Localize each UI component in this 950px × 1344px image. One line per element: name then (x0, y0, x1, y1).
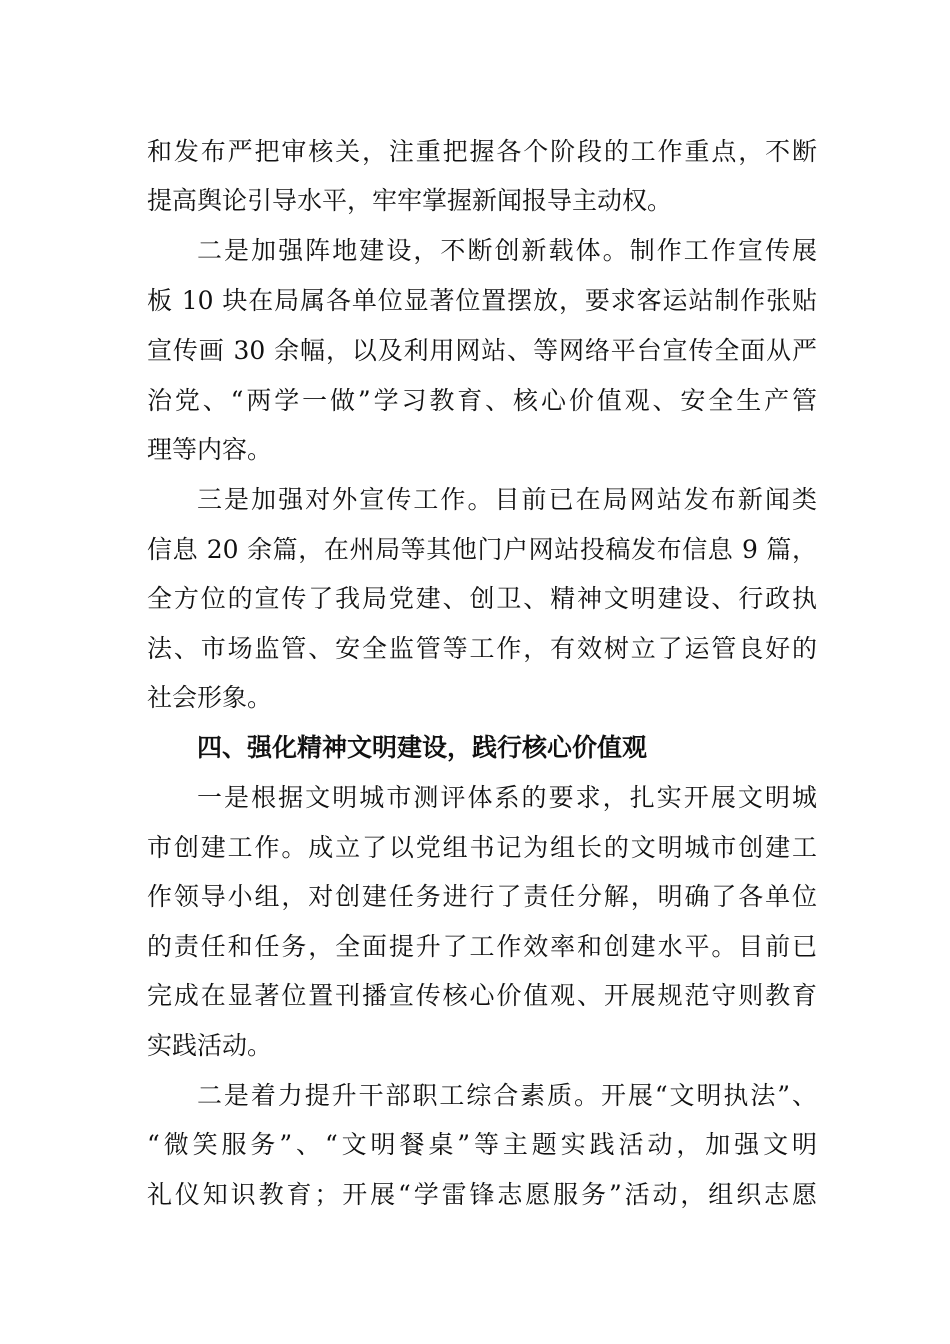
paragraph-line: 宣传画 30 余幅，以及利用网站、等网络平台宣传全面从严 (147, 336, 817, 365)
paragraph-line: 礼仪知识教育；开展“学雷锋志愿服务”活动，组织志愿 (147, 1180, 817, 1209)
paragraph-line: 一是根据文明城市测评体系的要求，扎实开展文明城 (197, 783, 817, 812)
paragraph-line: 作领导小组，对创建任务进行了责任分解，明确了各单位 (147, 882, 817, 911)
paragraph-line: 二是加强阵地建设，不断创新载体。制作工作宣传展 (197, 236, 817, 265)
paragraph-line: 和发布严把审核关，注重把握各个阶段的工作重点，不断 (147, 137, 817, 166)
paragraph-line: 的责任和任务，全面提升了工作效率和创建水平。目前已 (147, 932, 817, 961)
paragraph-line: 完成在显著位置刊播宣传核心价值观、开展规范守则教育 (147, 981, 817, 1010)
section-heading: 四、强化精神文明建设，践行核心价值观 (197, 733, 648, 762)
paragraph-line: 三是加强对外宣传工作。目前已在局网站发布新闻类 (197, 485, 817, 514)
paragraph-line: 板 10 块在局属各单位显著位置摆放，要求客运站制作张贴 (147, 286, 817, 315)
paragraph-line: 实践活动。 (147, 1031, 273, 1060)
paragraph-line: 理等内容。 (147, 435, 273, 464)
paragraph-line: 市创建工作。成立了以党组书记为组长的文明城市创建工 (147, 833, 817, 862)
paragraph-line: 治党、“两学一做”学习教育、核心价值观、安全生产管 (147, 386, 817, 415)
paragraph-line: 提高舆论引导水平，牢牢掌握新闻报导主动权。 (147, 186, 673, 215)
paragraph-line: 信息 20 余篇，在州局等其他门户网站投稿发布信息 9 篇， (147, 535, 817, 564)
paragraph-line: 法、市场监管、安全监管等工作，有效树立了运管良好的 (147, 634, 817, 663)
paragraph-line: 二是着力提升干部职工综合素质。开展“文明执法”、 (197, 1081, 817, 1110)
paragraph-line: 全方位的宣传了我局党建、创卫、精神文明建设、行政执 (147, 584, 817, 613)
paragraph-line: 社会形象。 (147, 683, 273, 712)
paragraph-line: “微笑服务”、“文明餐桌”等主题实践活动，加强文明 (147, 1130, 817, 1159)
